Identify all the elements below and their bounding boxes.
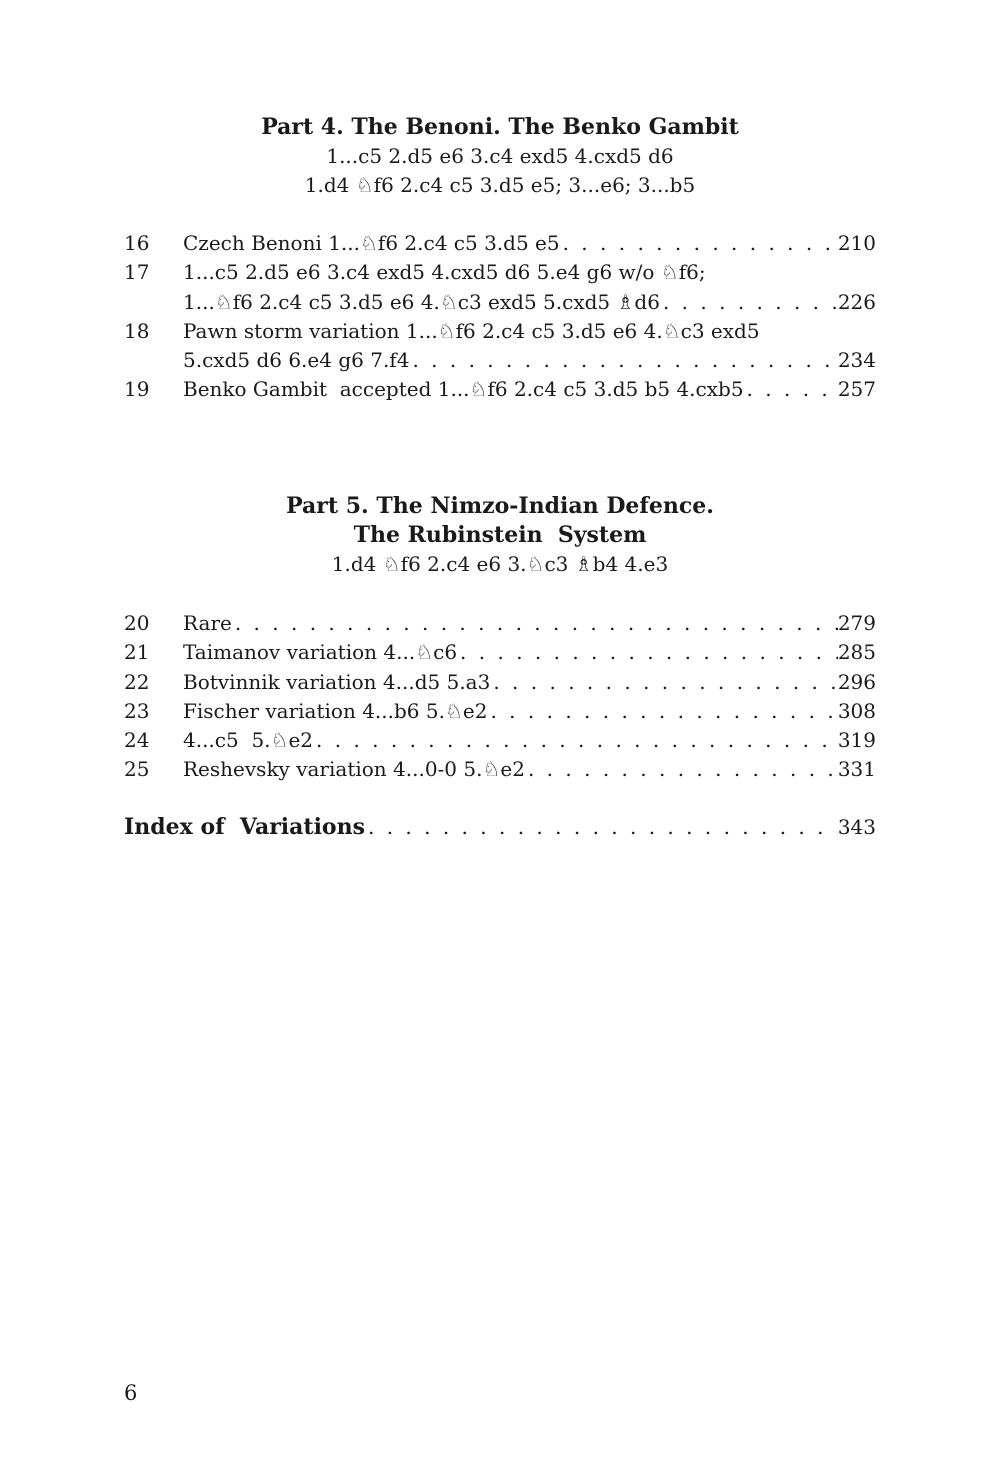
page-number: 6 xyxy=(124,1381,138,1405)
toc-entry-20[interactable] xyxy=(124,609,876,638)
chapter-number: 16 xyxy=(124,231,150,255)
chapter-number: 23 xyxy=(124,698,150,723)
chapter-number: 19 xyxy=(124,377,150,402)
page-ref: 296 xyxy=(837,669,876,694)
leader-dots xyxy=(660,288,838,317)
chapter-number: 21 xyxy=(124,640,150,665)
part5-heading xyxy=(0,492,1000,579)
chapter-number: 17 xyxy=(124,260,150,285)
chapter-number: 25 xyxy=(124,757,150,782)
chapter-title-line-2: 5.cxd5 d6 6.e4 g6 7.f4 xyxy=(183,348,410,373)
chapter-title: Rare xyxy=(183,611,232,635)
leader-dots xyxy=(487,697,837,726)
toc-entry-19[interactable] xyxy=(124,375,876,404)
chapter-title: Taimanov variation 4...♘c6 xyxy=(183,640,458,665)
page-ref: 343 xyxy=(837,815,876,839)
leader-dots xyxy=(232,609,838,638)
toc-entry-16[interactable] xyxy=(124,229,876,258)
part4-title: Part 4. The Benoni. The Benko Gambit xyxy=(261,114,739,140)
leader-dots xyxy=(525,755,838,784)
toc-entry-index[interactable] xyxy=(124,813,876,842)
part4-heading xyxy=(0,113,1000,200)
chapter-title: Reshevsky variation 4...0-0 5.♘e2 xyxy=(183,757,525,782)
chapter-number: 24 xyxy=(124,728,150,753)
chapter-number: 22 xyxy=(124,669,150,694)
leader-dots xyxy=(560,229,838,258)
toc-entry-18[interactable] xyxy=(124,317,876,376)
toc-entry-23[interactable] xyxy=(124,697,876,726)
part4-moves-line-2: 1.d4 ♘f6 2.c4 c5 3.d5 e5; 3...e6; 3...b5 xyxy=(304,173,696,197)
chapter-number: 20 xyxy=(124,611,150,635)
page-ref: 234 xyxy=(837,348,876,373)
leader-dots xyxy=(365,813,838,842)
part5-title-line-2: The Rubinstein System xyxy=(353,522,647,548)
part5-title-line-1: Part 5. The Nimzo-Indian Defence. xyxy=(286,493,714,519)
chapter-title-line-2: 1...♘f6 2.c4 c5 3.d5 e6 4.♘c3 exd5 5.cxd5 ♗d6 xyxy=(183,289,660,314)
leader-dots xyxy=(313,726,838,755)
toc-entry-21[interactable] xyxy=(124,638,876,667)
page-ref: 285 xyxy=(837,640,876,665)
chapter-title: Botvinnik variation 4...d5 5.a3 xyxy=(183,669,491,694)
page-ref: 331 xyxy=(837,757,876,782)
page-ref: 210 xyxy=(837,231,876,255)
chapter-title-line-1: Pawn storm variation 1...♘f6 2.c4 c5 3.d5 e6 4.♘c3 exd5 xyxy=(183,318,760,343)
leader-dots xyxy=(490,668,837,697)
part4-moves-line-1: 1...c5 2.d5 e6 3.c4 exd5 4.cxd5 d6 xyxy=(326,144,674,168)
toc-entry-25[interactable] xyxy=(124,755,876,784)
toc-entry-24[interactable] xyxy=(124,726,876,755)
chapter-title: Benko Gambit accepted 1...♘f6 2.c4 c5 3.d5 b5 4.cxb5 xyxy=(183,377,744,402)
toc-entry-17[interactable] xyxy=(124,258,876,317)
part5-moves: 1.d4 ♘f6 2.c4 e6 3.♘c3 ♗b4 4.e3 xyxy=(331,552,669,576)
toc-entry-22[interactable] xyxy=(124,668,876,697)
chapter-title: Fischer variation 4...b6 5.♘e2 xyxy=(183,698,488,723)
page-ref: 279 xyxy=(837,611,876,635)
part5-contents xyxy=(124,609,876,785)
page-ref: 319 xyxy=(837,728,876,753)
leader-dots xyxy=(744,375,838,404)
chapter-number: 18 xyxy=(124,318,150,343)
page-ref: 226 xyxy=(837,289,876,314)
chapter-title: 4...c5 5.♘e2 xyxy=(183,728,314,753)
part4-contents xyxy=(124,229,876,405)
leader-dots xyxy=(457,638,838,667)
page-ref: 257 xyxy=(837,377,876,402)
page-ref: 308 xyxy=(837,698,876,723)
index-label: Index of Variations xyxy=(124,814,365,840)
chapter-title: Czech Benoni 1...♘f6 2.c4 c5 3.d5 e5 xyxy=(183,231,560,255)
chapter-title-line-1: 1...c5 2.d5 e6 3.c4 exd5 4.cxd5 d6 5.e4 g6 w/o ♘f6; xyxy=(183,260,706,285)
leader-dots xyxy=(409,346,837,375)
